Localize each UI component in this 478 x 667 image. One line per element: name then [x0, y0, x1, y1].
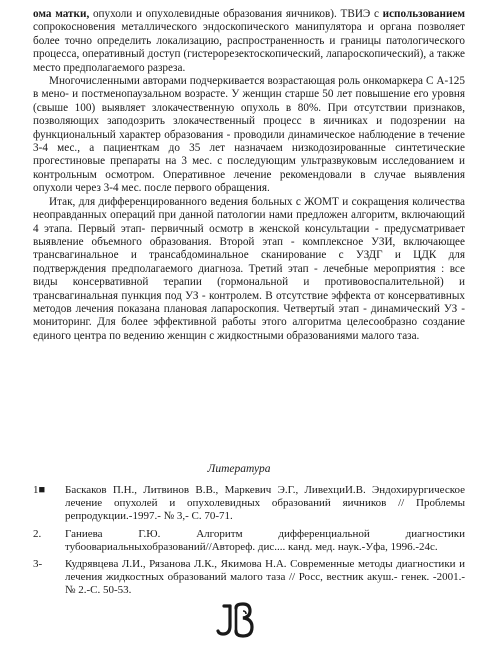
- reference-number: 1■: [33, 484, 46, 496]
- reference-number: 3-: [33, 558, 43, 571]
- journal-logo-icon: [216, 602, 260, 640]
- reference-number: 2.: [33, 527, 42, 540]
- paragraph-3: Итак, для дифференцированного ведения больных с ЖОМТ и сокращения количества неоправданных операций при данной патологии нами предложен алгоритм, включающий 4 этапа. Первый этап- первичный осмотр в женской консультации - предусматривает выявление объемного образования. Второй этап - комплексное УЗИ, включающее трансвагинальное и трансабдоминальное сканирование с УЗДГ и ЦДК для подтверждения предполагаемого диагноза. Третий этап - лечебные мероприятия : все виды консервативной терапии (гормональной и противовоспалительной) и трансвагинальная пункция под УЗ - контролем. В отсутствие эффекта от консервативных методов лечения показана плановая лапароскопия. Четвертый этап - динамический УЗ - мониторинг. Для более эффективной работы этого алгоритма целесообразно создание единого центра по ведению женщин с жидкостными образованиями малого таза.: [33, 195, 465, 342]
- paragraph-1-text-a: опухоли и опухолевидные образования яичников). ТВИЭ с: [89, 8, 383, 20]
- reference-text: Кудрявцева Л.И., Рязанова Л.К., Якимова Н.А. Современные методы диагностики и лечения жидкостных образований малого таза // Росс, вестник акуш.- генек. -2001.-№ 2.-С. 50-53.: [65, 558, 465, 597]
- reference-text: Ганиева Г.Ю. Алгоритм дифференциальной диагностики тубоовариальныхобразований//Автореф. дис.... канд. мед. наук.-Уфа, 1996.-24с.: [65, 527, 465, 553]
- reference-item: [33, 484, 465, 524]
- reference-item: [33, 558, 465, 598]
- paragraph-1-bold-mid: использованием: [382, 8, 465, 20]
- references-list: [33, 484, 465, 602]
- paragraph-1-text-b: сопрокосновения металлического эндоскопического манипулятора и органа позволяет более точно определить локализацию, распространенность и границы патологического процесса, оперативный доступ (гистерорезектоскопический, лапароскопический), а также место предполагаемого разреза.: [33, 21, 465, 74]
- reference-text: Баскаков П.Н., Литвинов В.В., Маркевич Э.Г., ЛивехциИ.В. Эндохирургическое лечение опухолей и опухолевидных образований яичников // Проблемы репродукции.-1997.- № 3,- С. 70-71.: [65, 484, 465, 523]
- body-text: [33, 8, 465, 343]
- paragraph-2: Многочисленными авторами подчеркивается возрастающая роль онкомаркера С А-125 в мено- и постменопаузальном возрасте. У женщин старше 50 лет повышение его уровня (свыше 100) выявляет злокачественную опухоль в 80%. При отсутствии признаков, позволяющих заподозрить злокачественный процесс в яичниках и подозрении на функциональный характер образования - проводили динамическое наблюдение в течение 3-4 мес., а пациенткам до 35 лет назначаем низкодозированные синтетические прогестиновые препараты на 3 мес. с последующим ультразвуковым исследованием и контрольным осмотром. Оперативное лечение рекомендовали в случае выявления опухоли через 3-4 мес. после первого обращения.: [33, 75, 465, 195]
- paragraph-1-bold-start: ома матки,: [33, 8, 90, 20]
- references-title: Литература: [207, 463, 271, 475]
- paragraph-1: [33, 8, 465, 75]
- reference-item: [33, 528, 465, 554]
